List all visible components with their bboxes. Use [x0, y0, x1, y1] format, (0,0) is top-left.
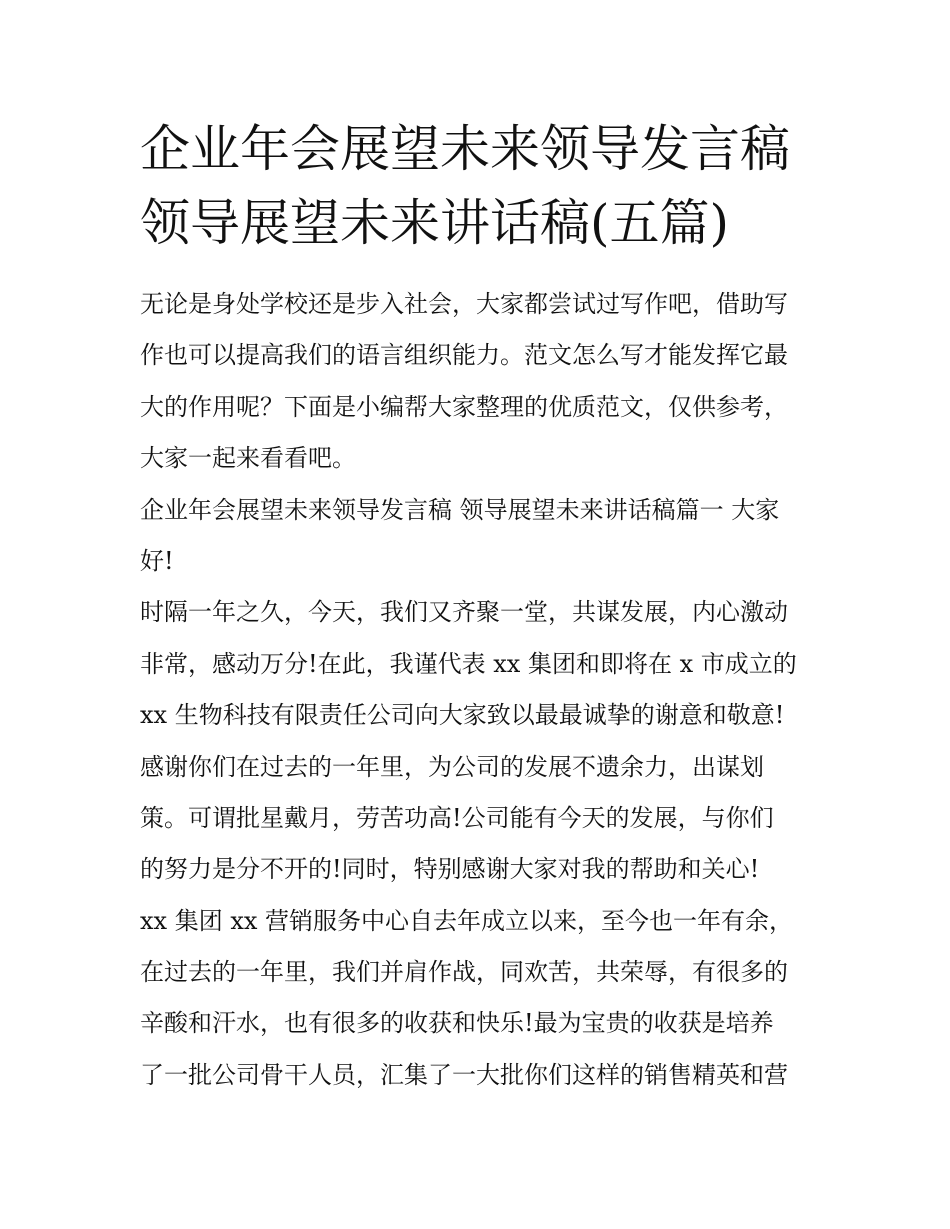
body-line: 的努力是分不开的!同时，特别感谢大家对我的帮助和关心!: [140, 855, 760, 884]
body-line: xx 集团 xx 营销服务中心自去年成立以来，至今也一年有余，: [140, 906, 794, 935]
body-line: 非常，感动万分!在此，我谨代表 xx 集团和即将在 x 市成立的: [140, 649, 797, 678]
document-title: [140, 112, 840, 260]
body-line: 大的作用呢？下面是小编帮大家整理的优质范文，仅供参考，: [140, 392, 788, 421]
title-line-2: 领导展望未来讲话稿(五篇): [140, 194, 730, 252]
body-line: 感谢你们在过去的一年里，为公司的发展不遗余力，出谋划: [140, 752, 764, 781]
body-line: 大家一起来看看吧。: [140, 444, 356, 473]
title-line-1: 企业年会展望未来领导发言稿: [140, 120, 790, 178]
body-line: 辛酸和汗水，也有很多的收获和快乐!最为宝贵的收获是培养: [140, 1009, 774, 1038]
body-line: 时隔一年之久，今天，我们又齐聚一堂，共谋发展，内心激动: [140, 598, 788, 627]
body-line: 作也可以提高我们的语言组织能力。范文怎么写才能发挥它最: [140, 341, 788, 370]
body-line: 策。可谓批星戴月，劳苦功高!公司能有今天的发展，与你们: [140, 803, 774, 832]
body-line: 了一批公司骨干人员，汇集了一大批你们这样的销售精英和营: [140, 1060, 788, 1089]
body-line: 无论是身处学校还是步入社会，大家都尝试过写作吧，借助写: [140, 290, 788, 318]
body-line: xx 生物科技有限责任公司向大家致以最最诚挚的谢意和敬意!: [140, 701, 785, 730]
document-body: [140, 279, 820, 1101]
body-line: 企业年会展望未来领导发言稿 领导展望未来讲话稿篇一 大家: [140, 495, 780, 524]
body-line: 好!: [140, 546, 174, 575]
body-line: 在过去的一年里，我们并肩作战，同欢苦，共荣辱，有很多的: [140, 958, 788, 987]
